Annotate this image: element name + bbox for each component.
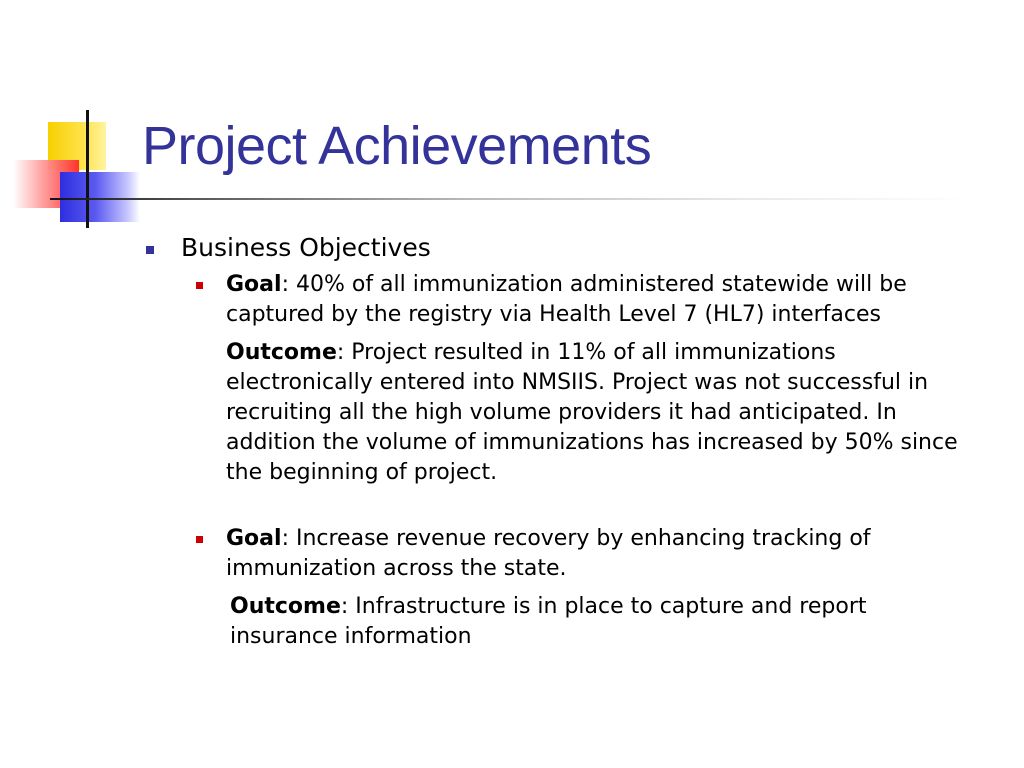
goal-item-2 (144, 524, 944, 584)
goal-label: Goal (226, 526, 282, 551)
corner-ornament (0, 0, 140, 230)
slide-body (144, 232, 984, 652)
goal-label: Goal (226, 272, 282, 297)
square-bullet-icon (196, 536, 203, 543)
title-underline (50, 198, 970, 200)
bullet-business-objectives (144, 232, 984, 264)
goal-text: : Increase revenue recovery by enhancing tracking of immunization across the state. (226, 526, 871, 581)
outcome-item-2 (144, 592, 979, 652)
spacer (144, 488, 984, 518)
outcome-item-1 (144, 338, 979, 488)
slide-title: Project Achievements (142, 116, 652, 176)
goal-item-1 (144, 270, 944, 330)
blue-square-decoration (60, 172, 140, 222)
square-bullet-icon (196, 282, 203, 289)
outcome-text: : Project resulted in 11% of all immunizations electronically entered into NMSIIS. Project was not successful in recruiting all the high volume providers it had anticipated. In addition the volume of immunizations has increased by 50% since the beginning of project. (226, 340, 958, 485)
square-bullet-icon (146, 246, 154, 254)
goal-text: : 40% of all immunization administered statewide will be captured by the registry via Health Level 7 (HL7) interfaces (226, 272, 907, 327)
outcome-label: Outcome (226, 340, 337, 365)
bullet-text: Business Objectives (181, 233, 431, 262)
vertical-rule (86, 110, 89, 228)
outcome-label: Outcome (230, 594, 341, 619)
outcome-text: : Infrastructure is in place to capture and report insurance information (230, 594, 867, 649)
